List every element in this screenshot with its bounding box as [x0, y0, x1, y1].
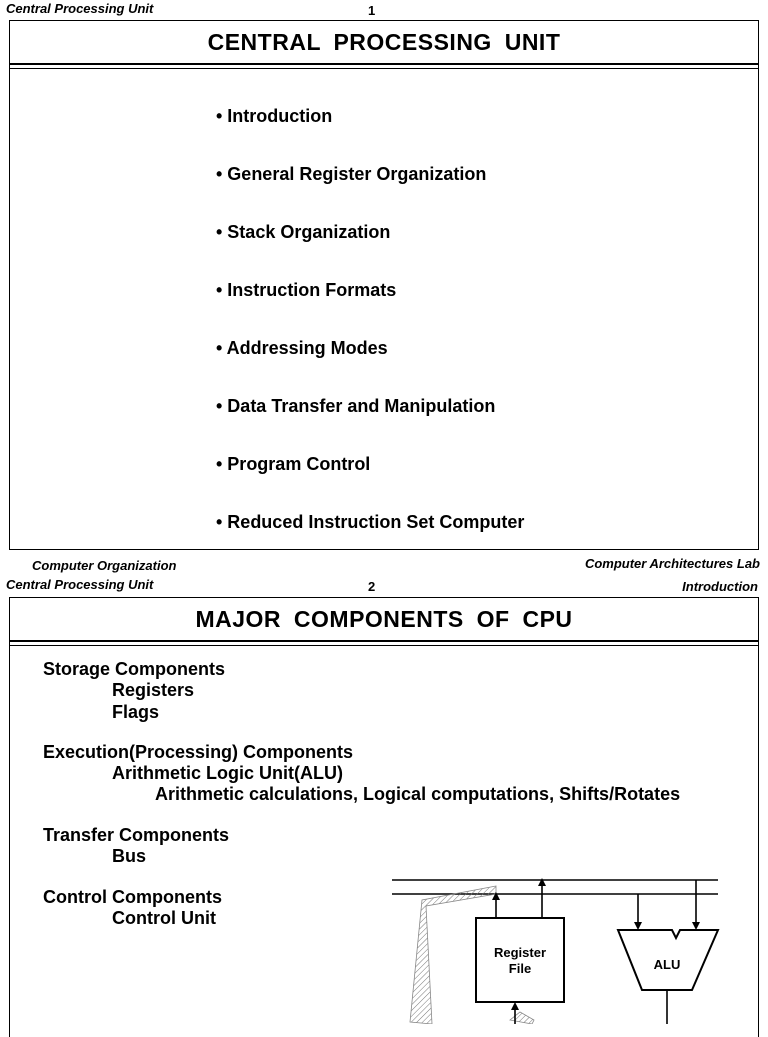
bullet-addressing-modes: • Addressing Modes: [216, 338, 388, 358]
register-file-label-line2: File: [508, 961, 532, 976]
storage-item-flags: Flags: [112, 702, 160, 722]
dataflow-path-bottom: [510, 1012, 534, 1024]
bullet-program-control: • Program Control: [216, 454, 371, 474]
execution-subitem: Arithmetic calculations, Logical computations, Shifts/Rotates: [155, 784, 681, 804]
cpu-diagram: [380, 872, 728, 1024]
page1-page-number: 1: [368, 3, 376, 18]
register-file-label-line1: Register: [493, 945, 547, 960]
page2-title: MAJOR COMPONENTS OF CPU: [195, 605, 573, 632]
bullet-stack-organization: • Stack Organization: [216, 222, 391, 242]
control-heading: Control Components: [43, 887, 222, 907]
page1-title-rule: [10, 63, 758, 69]
bullet-instruction-formats: • Instruction Formats: [216, 280, 397, 300]
bullet-general-register-organization: • General Register Organization: [216, 164, 487, 184]
page1-footer-left: Computer Organization: [32, 558, 177, 573]
execution-item-alu: Arithmetic Logic Unit(ALU): [112, 763, 343, 783]
arrowhead-5: [692, 922, 700, 930]
alu-label: ALU: [653, 957, 681, 972]
bullet-introduction: • Introduction: [216, 106, 333, 126]
page1-header-left: Central Processing Unit: [6, 1, 154, 16]
page2-title-rule: [10, 640, 758, 646]
transfer-item-bus: Bus: [112, 846, 147, 866]
storage-item-registers: Registers: [112, 680, 195, 700]
page1-title: CENTRAL PROCESSING UNIT: [207, 28, 561, 55]
page2-header-right: Introduction: [682, 579, 758, 594]
page2-header-left: Central Processing Unit: [6, 577, 154, 592]
storage-heading: Storage Components: [43, 659, 226, 679]
page1-slide: [9, 20, 759, 550]
arrowhead-3: [511, 1002, 519, 1010]
execution-heading: Execution(Processing) Components: [43, 742, 354, 762]
arrowhead-4: [634, 922, 642, 930]
control-item-control-unit: Control Unit: [112, 908, 216, 928]
page2-page-number: 2: [368, 579, 376, 594]
page1-footer-right: Computer Architectures Lab: [584, 556, 760, 571]
register-file-box: [476, 918, 564, 1002]
transfer-heading: Transfer Components: [43, 825, 230, 845]
bullet-data-transfer-manipulation: • Data Transfer and Manipulation: [216, 396, 496, 416]
bullet-risc: • Reduced Instruction Set Computer: [216, 512, 525, 532]
